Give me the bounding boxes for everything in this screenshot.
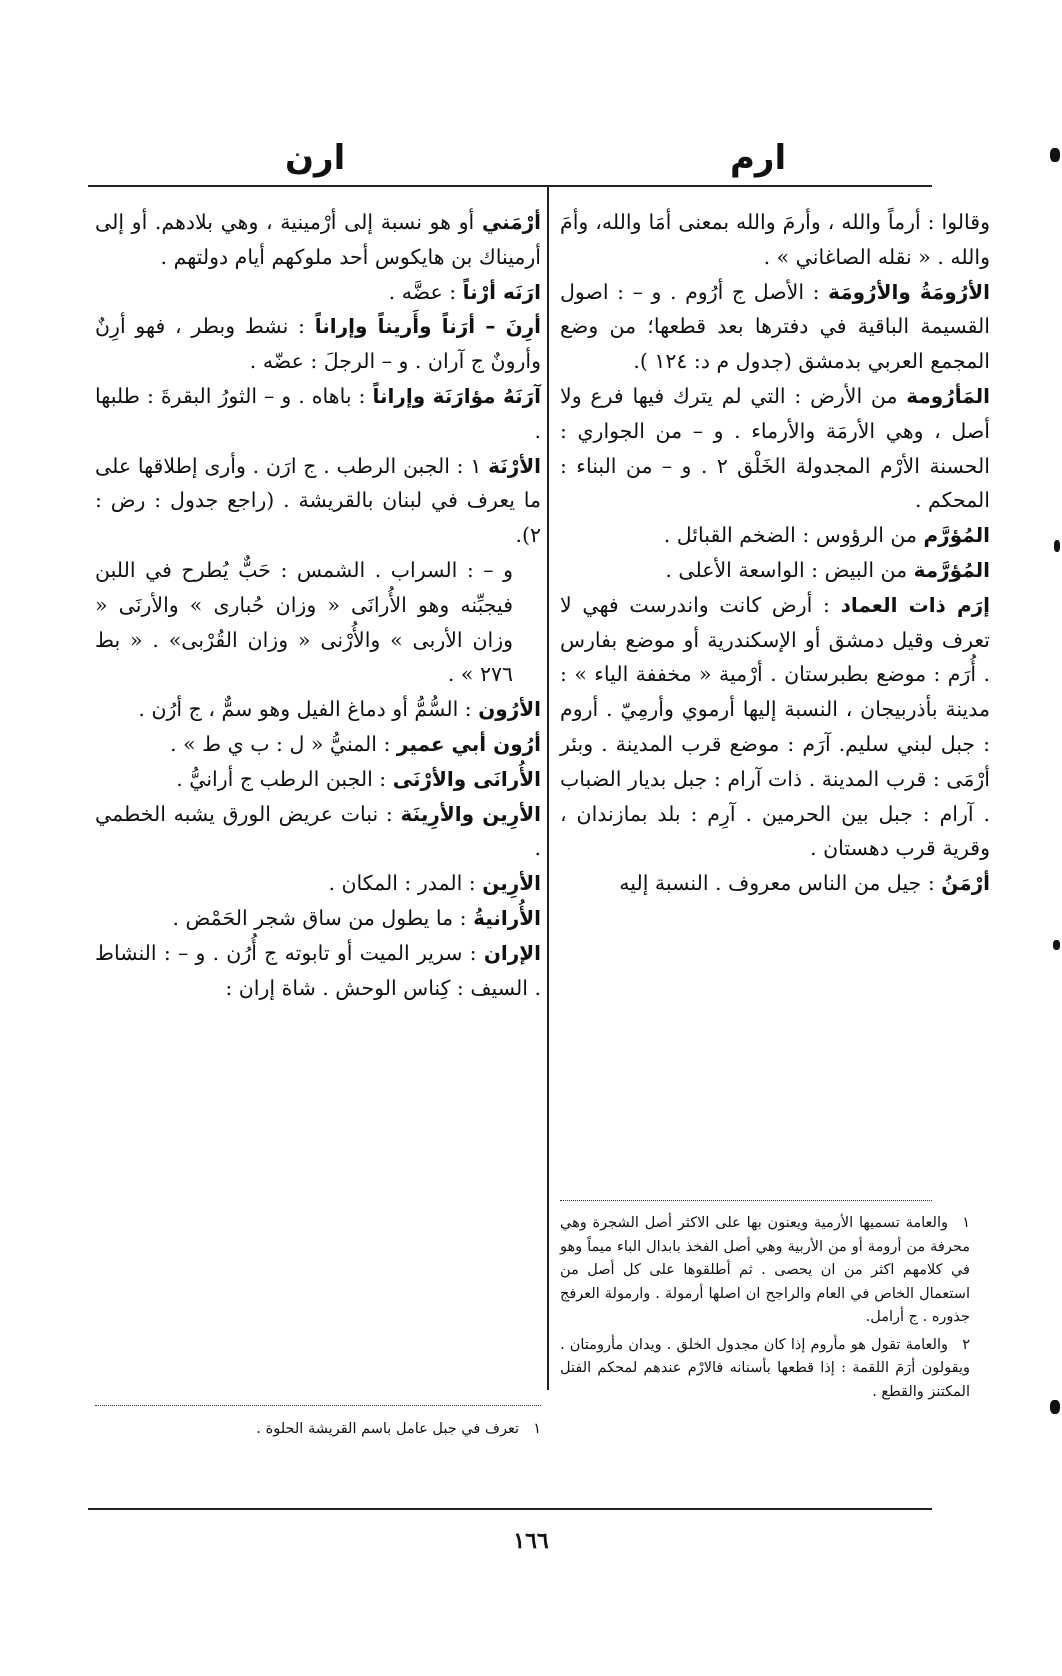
dictionary-entry <box>95 901 541 936</box>
page-number: ١٦٦ <box>513 1528 549 1554</box>
right-column <box>560 205 990 901</box>
entry-definition: : نشط وبطر ، فهو أرِنٌ وأرونٌ ج آران . و – الرجلَ : عضّه . <box>95 314 541 374</box>
dictionary-entry <box>560 275 990 379</box>
entry-headword: المَأرُومة <box>906 383 990 408</box>
page-header-right-word: ارم <box>730 138 787 178</box>
entry-headword: الأرِين <box>482 871 541 896</box>
scan-edge-mark <box>1053 940 1060 950</box>
dictionary-entry <box>95 309 541 379</box>
dictionary-entry <box>95 275 541 310</box>
dictionary-entry <box>560 588 990 866</box>
entry-headword: ارَنَه أرْناً <box>462 279 541 304</box>
footnote <box>560 1212 970 1330</box>
dictionary-entry <box>560 518 990 553</box>
entry-definition: : المنيُّ « ل : ب ي ط » . <box>170 731 397 756</box>
footnote-text: تعرف في جبل عامل باسم القريشة الحلوة . <box>256 1421 519 1437</box>
footnote-separator-right <box>560 1200 932 1201</box>
entry-headword: الأُرانَى والأرْنَى <box>392 766 541 791</box>
column-divider <box>547 185 549 1390</box>
footnote-number: ١ <box>533 1421 541 1437</box>
entry-headword: الأرُون <box>478 697 541 722</box>
footnote-text: والعامة تقول هو مأروم إذا كان مجدول الخلق . ويدان مأرومتان . ويقولون أرَمَ اللقمة : إذا قطعها بأسنانه فالارْم عندهم لمحكم الفتل المكتنز والقطع . <box>560 1336 970 1400</box>
header-rule <box>88 185 932 187</box>
entry-definition: : المدر : المكان . <box>328 871 483 896</box>
dictionary-entry <box>95 866 541 901</box>
entry-definition: : باهاه . و – الثورُ البقرةَ : طلبها . <box>95 383 541 443</box>
entry-definition: من الأرض : التي لم يترك فيها فرع ولا أصل ، وهي الأرمَة والأرماء . و – من الجواري : الحسنة الأرْم المجدولة الخَلْق ٢ . و – من البناء : المحكم . <box>560 383 990 513</box>
footnote-text: والعامة تسميها الأرمية ويعنون بها على الاكثر أصل الشجرة وهي محرفة من أرومة أو من الأربية وهي أصل الفخذ بابدال الباء ميماً وهو في كلامهم اكثر من ان يحصى . ثم أطلقوها على كل أصل من استعمال الخاص في العام والراجح ان اصلها أرمولة . وارمولة العرفج جذوره . ج أرامل. <box>560 1215 970 1325</box>
entry-headword: الأرِين والأرِينَة <box>400 801 541 826</box>
entry-headword: أرْمَني <box>481 210 541 234</box>
left-column <box>95 205 541 1005</box>
entry-headword: أرِنَ – أرَناً وأَريناً وإراناً <box>314 314 542 339</box>
dictionary-entry <box>95 449 541 553</box>
entry-headword: أرُون أبي عمير <box>396 731 541 756</box>
entry-headword: أرْمَنُ <box>941 871 990 896</box>
dictionary-entry <box>95 692 541 727</box>
entry-definition: : جيل من الناس معروف . النسبة إليه <box>619 871 942 896</box>
entry-headword: الأرُومَةُ والأرُومَة <box>828 279 990 304</box>
entry-headword: الأُرانيةُ <box>473 905 541 930</box>
dictionary-entry <box>560 379 990 518</box>
dictionary-entry <box>95 762 541 797</box>
dictionary-entry <box>95 553 541 692</box>
entry-definition: : عضَّه . <box>388 279 463 304</box>
scan-edge-mark <box>1050 1400 1060 1414</box>
entry-headword: الأرْنَة <box>488 453 541 478</box>
dictionary-entry <box>95 205 541 275</box>
entry-headword: إرَم ذات العماد <box>840 592 990 617</box>
entry-headword: آرَنَهُ مؤارَنَة وإراناً <box>372 383 541 408</box>
dictionary-entry <box>560 553 990 588</box>
entry-headword: المُؤرَّم <box>923 523 990 548</box>
footnotes-right <box>560 1212 970 1408</box>
footer-rule <box>88 1508 932 1510</box>
entry-definition: : السُّمُّ أو دماغ الفيل وهو سمٌّ ، ج أرُن . <box>138 697 479 722</box>
dictionary-entry <box>95 727 541 762</box>
entry-definition: : الجبن الرطب ج أرانيُّ . <box>176 766 393 791</box>
entry-definition: : سرير الميت أو تابوته ج أُرُن . و – : النشاط . السيف : كِناس الوحش . شاة إران : <box>95 940 541 1000</box>
entry-definition: : نبات عريض الورق يشبه الخطمي . <box>95 801 541 861</box>
entry-definition: من الرؤوس : الضخم القبائل . <box>663 523 924 548</box>
entry-headword: المُؤرَّمة <box>913 557 990 582</box>
entry-definition: : ما يطول من ساق شجر الحَمْض . <box>172 905 474 930</box>
entry-headword: الإران <box>483 940 541 965</box>
dictionary-entry <box>560 205 990 275</box>
footnote-number: ٢ <box>962 1336 970 1353</box>
entry-definition: و – : السراب . الشمس : حَبٌّ يُطرح في اللبن فيجبِّنه وهو الأُرانَى « وزان حُبارى » والأرنَى « وزان الأربى » والأُرْنى « وزان القُرْبى» . « بط ٢٧٦ » . <box>95 557 513 687</box>
dictionary-entry <box>560 866 990 901</box>
entry-definition: : الأصل ج أرُوم . و – : اصول القسيمة الباقية في دفترها بعد قطعها؛ من وضع المجمع العربي بدمشق (جدول م د: ١٢٤ ). <box>560 279 990 374</box>
scan-edge-mark <box>1050 148 1060 162</box>
entry-definition: أو هو نسبة إلى أرْمينية ، وهي بلادهم. أو إلى أرميناك بن هايكوس أحد ملوكهم أيام دولتهم . <box>95 210 541 269</box>
footnotes-left <box>95 1418 541 1446</box>
footnote-separator-left <box>95 1405 541 1406</box>
scan-edge-mark <box>1054 540 1060 552</box>
footnote <box>95 1418 541 1442</box>
entry-definition: من البيض : الواسعة الأعلى . <box>665 557 914 582</box>
dictionary-entry <box>95 379 541 449</box>
dictionary-entry <box>95 936 541 1006</box>
dictionary-entry <box>95 797 541 867</box>
page-header-left-word: ارن <box>285 138 346 178</box>
entry-definition: وقالوا : أرماً والله ، وأرمَ والله بمعنى أمَا والله، وأمَ والله . « نقله الصاغاني » . <box>560 210 990 269</box>
footnote <box>560 1334 970 1405</box>
entry-definition: ١ : الجبن الرطب . ج ارَن . وأرى إطلاقها على ما يعرف في لبنان بالقريشة . (راجع جدول : رض : ٢). <box>95 453 541 548</box>
entry-definition: : أرض كانت واندرست فهي لا تعرف وقيل دمشق أو الإسكندرية أو موضع بفارس . أُرَم : موضع بطبرستان . أرْمية « مخففة الياء » : مدينة بأذربيجان ، النسبة إليها أرموي وأرمِيّ . أروم : جبل لبني سليم. آرَم : موضع قرب المدينة . وبئر أرْمَى : قرب المدينة . ذات آرام : جبل بديار الضباب . آرام : جبل بين الحرمين . آرِم : بلد بمازندان ، وقرية قرب دهستان . <box>560 592 990 861</box>
footnote-number: ١ <box>962 1215 970 1231</box>
